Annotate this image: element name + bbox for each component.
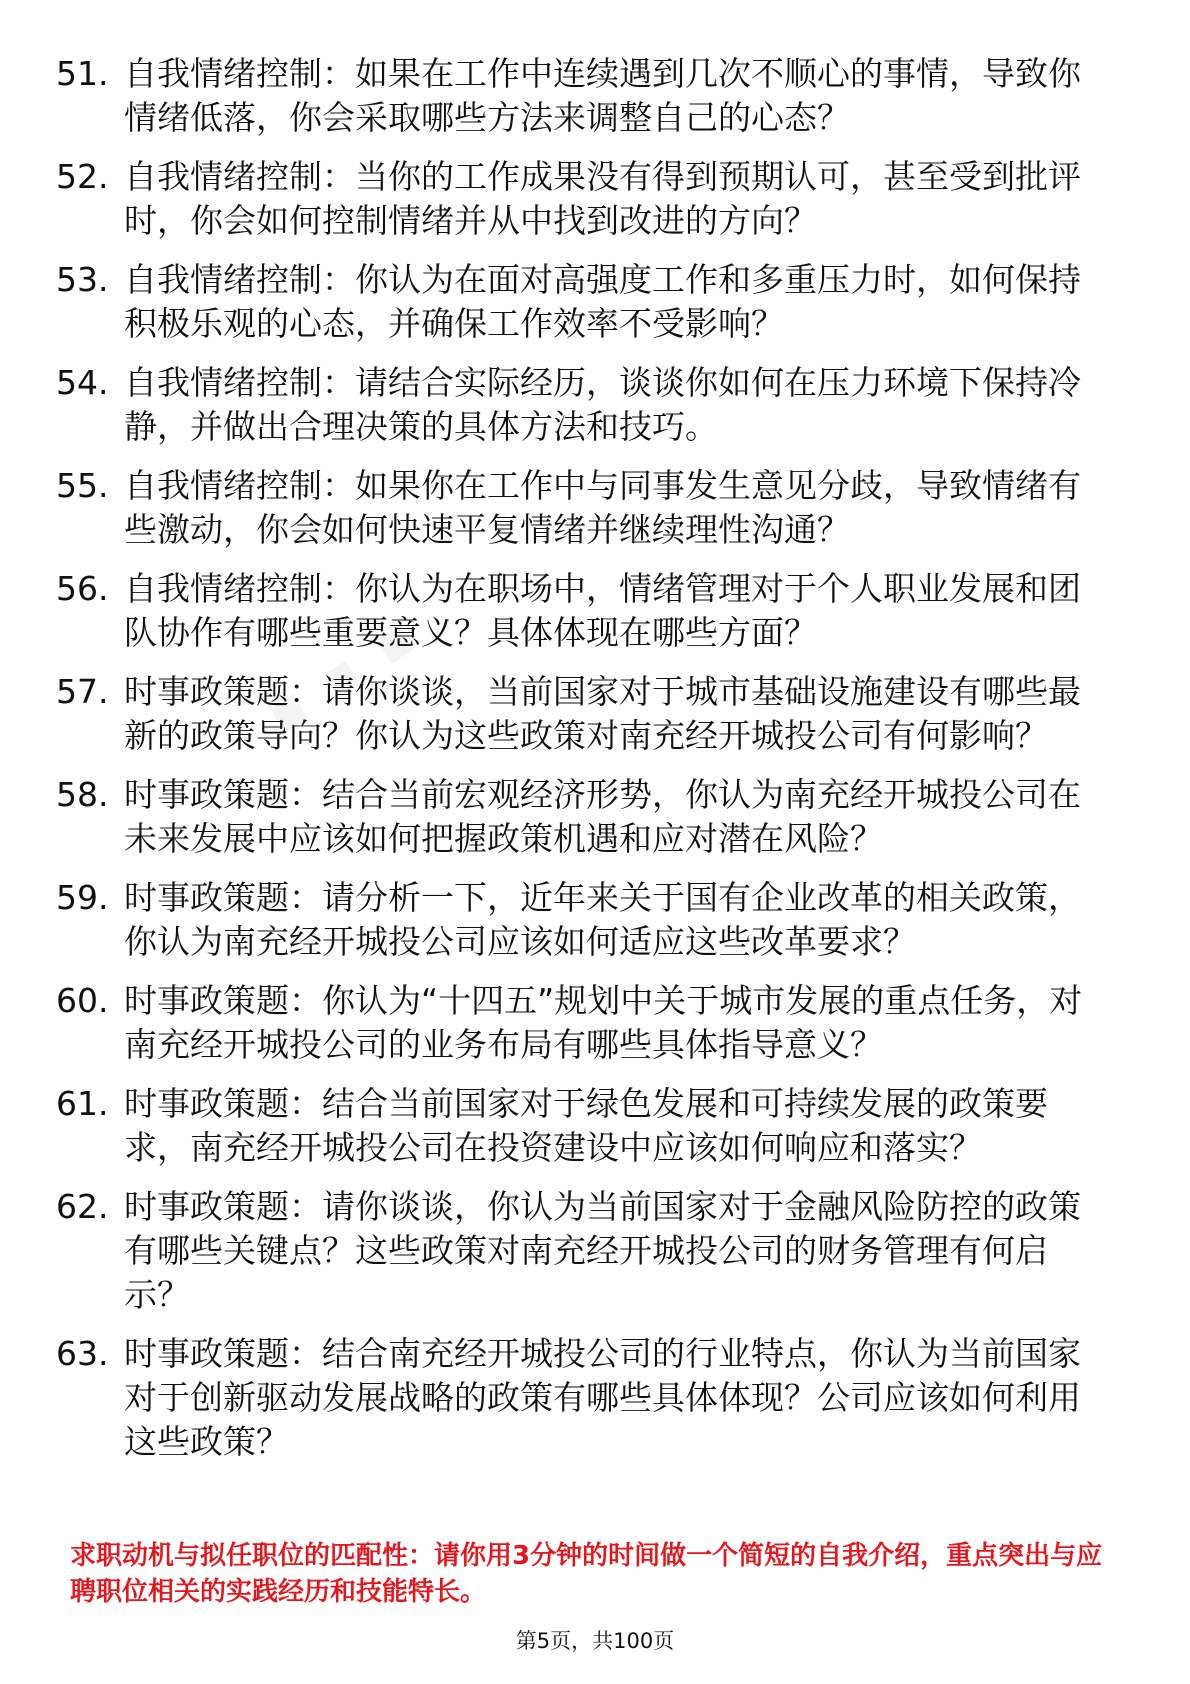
question-text: 时事政策题：结合南充经开城投公司的行业特点，你认为当前国家对于创新驱动发展战略的政策有哪些具体体现？公司应该如何利用这些政策？ <box>124 1334 1081 1461</box>
question-number: 54. <box>56 363 109 402</box>
list-item <box>56 1332 1106 1464</box>
question-number: 63. <box>56 1334 109 1373</box>
question-number: 56. <box>56 569 109 608</box>
list-item <box>56 258 1106 346</box>
question-text: 时事政策题：结合当前国家对于绿色发展和可持续发展的政策要求，南充经开城投公司在投资建设中应该如何响应和落实？ <box>124 1084 1048 1167</box>
list-item <box>56 155 1106 243</box>
question-number: 62. <box>56 1187 109 1226</box>
question-text: 时事政策题：请你谈谈，当前国家对于城市基础设施建设有哪些最新的政策导向？你认为这些政策对南充经开城投公司有何影响？ <box>124 672 1081 755</box>
question-text: 自我情绪控制：当你的工作成果没有得到预期认可，甚至受到批评时，你会如何控制情绪并从中找到改进的方向？ <box>124 157 1081 240</box>
list-item <box>56 52 1106 140</box>
question-text: 自我情绪控制：如果在工作中连续遇到几次不顺心的事情，导致你情绪低落，你会采取哪些方法来调整自己的心态？ <box>124 54 1081 137</box>
question-text: 时事政策题：结合当前宏观经济形势，你认为南充经开城投公司在未来发展中应该如何把握政策机遇和应对潜在风险？ <box>124 775 1081 858</box>
list-item <box>56 876 1106 964</box>
question-number: 60. <box>56 981 109 1020</box>
question-number: 52. <box>56 157 109 196</box>
list-item <box>56 464 1106 552</box>
question-text: 时事政策题：请分析一下，近年来关于国有企业改革的相关政策，你认为南充经开城投公司应该如何适应这些改革要求？ <box>124 878 1081 961</box>
question-text: 自我情绪控制：你认为在面对高强度工作和多重压力时，如何保持积极乐观的心态，并确保工作效率不受影响？ <box>124 260 1081 343</box>
question-text: 自我情绪控制：你认为在职场中，情绪管理对于个人职业发展和团队协作有哪些重要意义？具体体现在哪些方面？ <box>124 569 1081 652</box>
list-item <box>56 773 1106 861</box>
list-item <box>56 979 1106 1067</box>
page-number-footer: 第5页，共100页 <box>515 1629 675 1653</box>
question-number: 61. <box>56 1084 109 1123</box>
list-item <box>56 670 1106 758</box>
question-number: 57. <box>56 672 109 711</box>
list-item <box>56 567 1106 655</box>
question-list <box>56 52 1106 1479</box>
list-item <box>56 1185 1106 1317</box>
list-item <box>56 361 1106 449</box>
question-text: 时事政策题：请你谈谈，你认为当前国家对于金融风险防控的政策有哪些关键点？这些政策对南充经开城投公司的财务管理有何启示？ <box>124 1187 1081 1314</box>
question-text: 自我情绪控制：如果你在工作中与同事发生意见分歧，导致情绪有些激动，你会如何快速平复情绪并继续理性沟通？ <box>124 466 1081 549</box>
question-text: 时事政策题：你认为“十四五”规划中关于城市发展的重点任务，对南充经开城投公司的业务布局有哪些具体指导意义？ <box>124 981 1083 1064</box>
question-text: 自我情绪控制：请结合实际经历，谈谈你如何在压力环境下保持冷静，并做出合理决策的具体方法和技巧。 <box>124 363 1081 446</box>
question-number: 51. <box>56 54 109 93</box>
list-item <box>56 1082 1106 1170</box>
question-number: 59. <box>56 878 109 917</box>
highlighted-question: 求职动机与拟任职位的匹配性：请你用3分钟的时间做一个简短的自我介绍，重点突出与应聘职位相关的实践经历和技能特长。 <box>70 1541 1103 1607</box>
question-number: 58. <box>56 775 109 814</box>
question-number: 55. <box>56 466 109 505</box>
question-number: 53. <box>56 260 109 299</box>
